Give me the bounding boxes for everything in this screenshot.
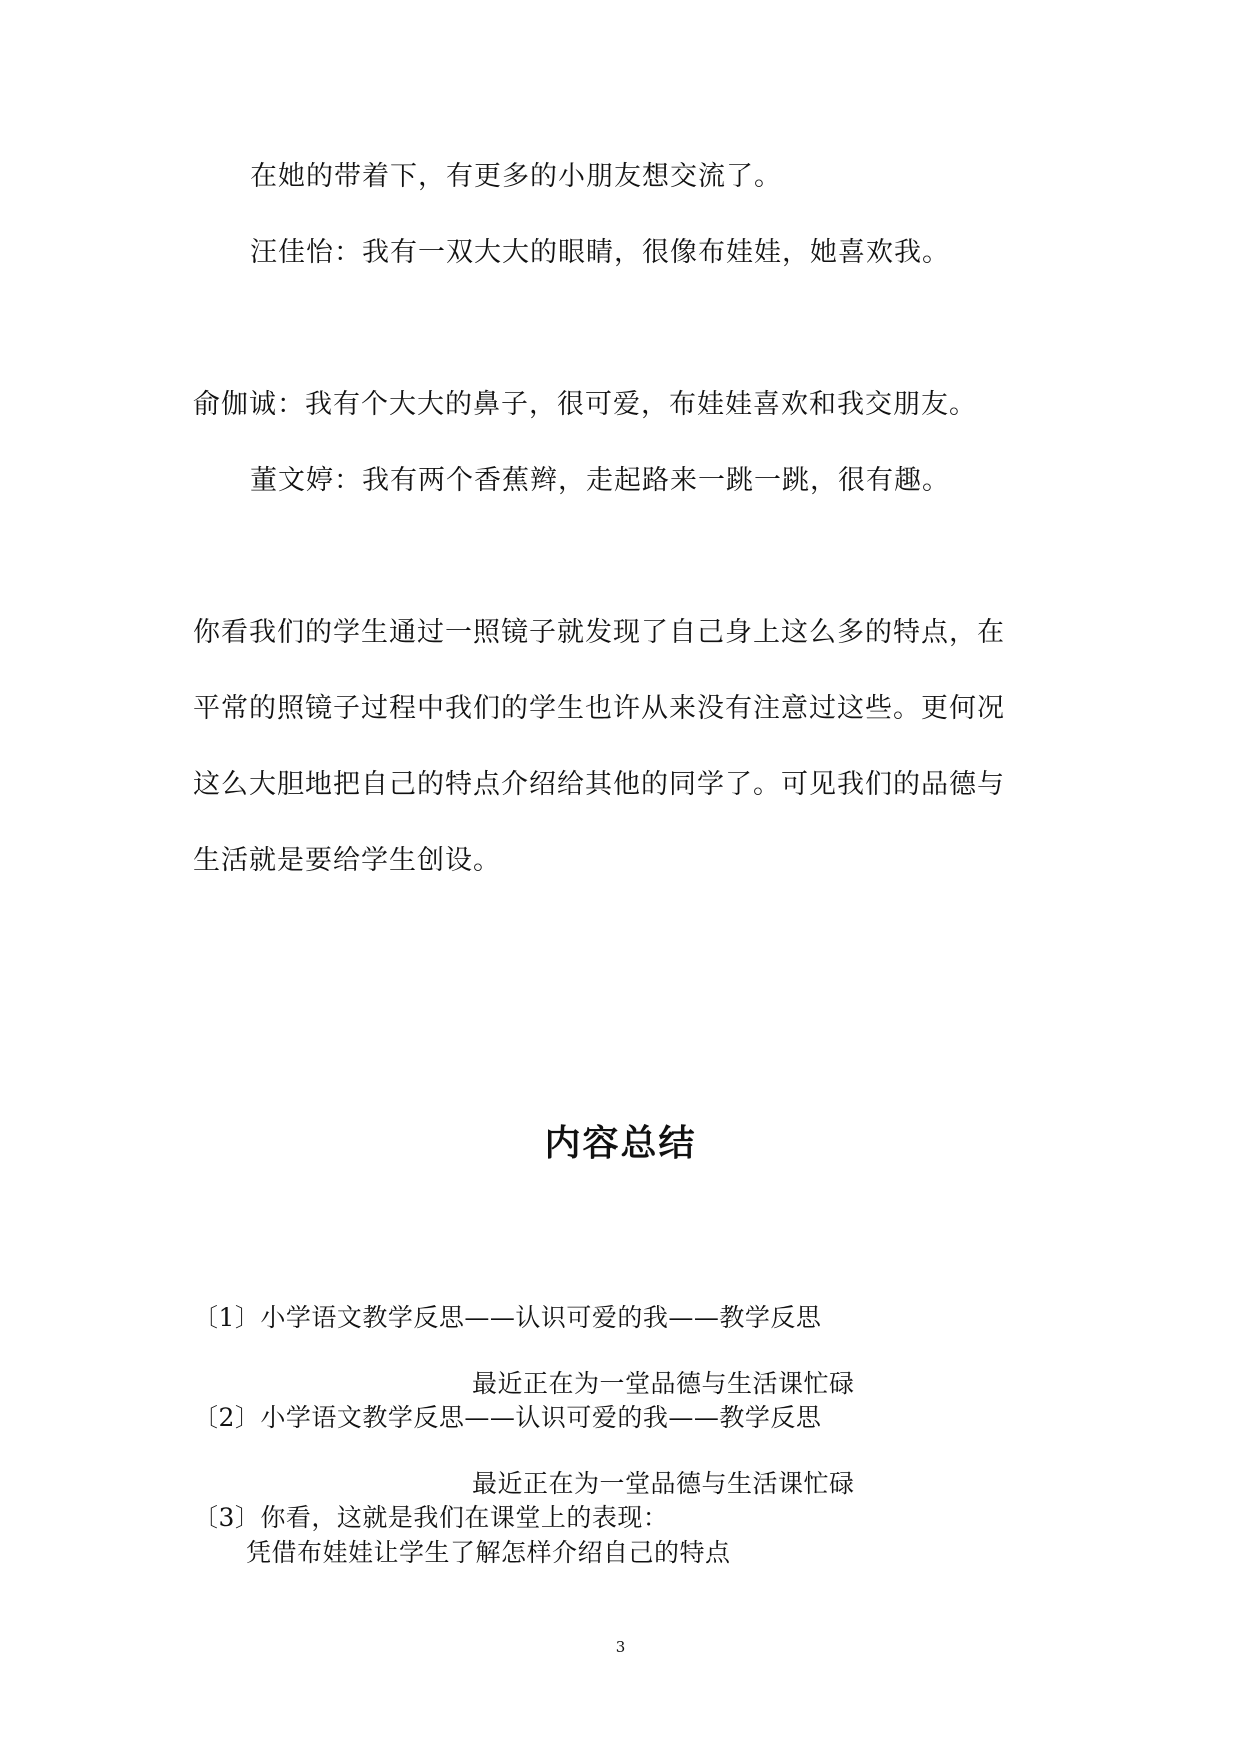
summary-item-1-sub: 最近正在为一堂品德与生活课忙碌	[472, 1369, 855, 1398]
paragraph-5-line-4: 生活就是要给学生创设。	[193, 845, 501, 876]
summary-item-3: 〔3〕你看，这就是我们在课堂上的表现：	[193, 1503, 669, 1532]
paragraph-5-line-2: 平常的照镜子过程中我们的学生也许从来没有注意过这些。更何况	[193, 693, 1005, 724]
summary-item-1: 〔1〕小学语文教学反思——认识可爱的我——教学反思	[193, 1303, 822, 1332]
summary-item-2: 〔2〕小学语文教学反思——认识可爱的我——教学反思	[193, 1403, 822, 1432]
paragraph-3: 俞伽诚：我有个大大的鼻子，很可爱，布娃娃喜欢和我交朋友。	[193, 389, 977, 420]
summary-item-2-sub: 最近正在为一堂品德与生活课忙碌	[472, 1469, 855, 1498]
summary-item-3-sub: 凭借布娃娃让学生了解怎样介绍自己的特点	[246, 1538, 731, 1567]
paragraph-5-line-1: 你看我们的学生通过一照镜子就发现了自己身上这么多的特点，在	[193, 617, 1005, 648]
paragraph-1: 在她的带着下，有更多的小朋友想交流了。	[250, 161, 782, 192]
summary-title: 内容总结	[544, 1123, 697, 1164]
paragraph-2: 汪佳怡：我有一双大大的眼睛，很像布娃娃，她喜欢我。	[250, 237, 950, 268]
paragraph-5-line-3: 这么大胆地把自己的特点介绍给其他的同学了。可见我们的品德与	[193, 769, 1005, 800]
paragraph-4: 董文婷：我有两个香蕉辫，走起路来一跳一跳，很有趣。	[250, 465, 950, 496]
page-number: 3	[615, 1638, 626, 1656]
